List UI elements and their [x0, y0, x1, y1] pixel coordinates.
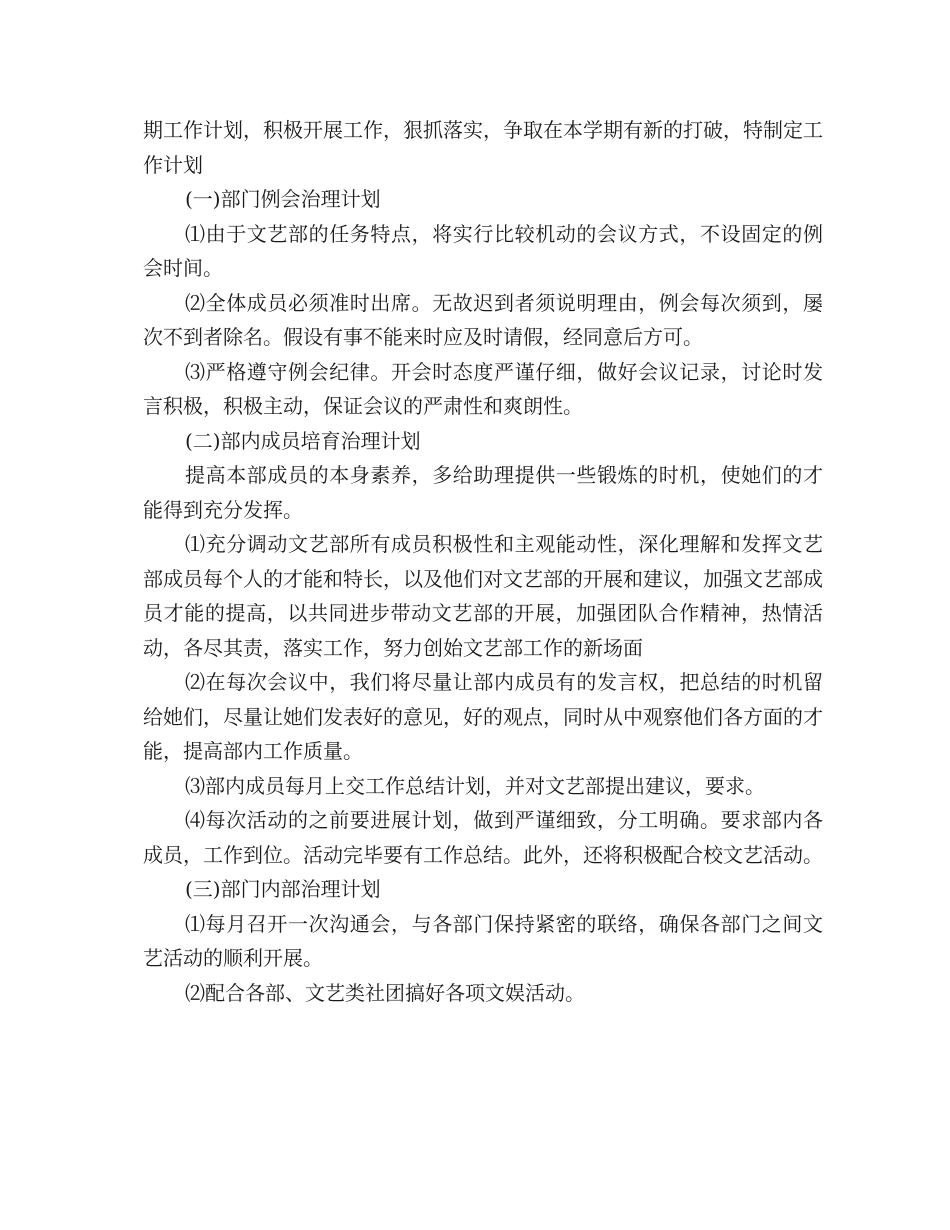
paragraph-3-1: ⑴每月召开一次沟通会，与各部门保持紧密的联络，确保各部门之间文艺活动的顺利开展。: [143, 911, 823, 970]
section-heading-2: (二)部内成员培育治理计划: [185, 428, 421, 453]
paragraph-2-4: ⑷每次活动的之前要进展计划，做到严谨细致，分工明确。要求部内各成员，工作到位。活动完毕要有工作总结。此外，还将积极配合校文艺活动。: [143, 808, 823, 867]
paragraph-2-3: ⑶部内成员每月上交工作总结计划，并对文艺部提出建议，要求。: [185, 773, 765, 798]
section-heading-3: (三)部门内部治理计划: [185, 877, 381, 901]
paragraph-2-1: ⑴充分调动文艺部所有成员积极性和主观能动性，深化理解和发挥文艺部成员每个人的才能和特长，以及他们对文艺部的开展和建议，加强文艺部成员才能的提高，以共同进步带动文艺部的开展，加强团队合作精神，热情活动，各尽其责，落实工作，努力创始文艺部工作的新场面: [143, 532, 823, 660]
paragraph-1-1: ⑴由于文艺部的任务特点，将实行比较机动的会议方式，不设固定的例会时间。: [143, 221, 823, 280]
paragraph-3-2: ⑵配合各部、文艺类社团搞好各项文娱活动。: [185, 980, 585, 1005]
document-body: [143, 113, 823, 1010]
paragraph-intro-continuation: 期工作计划，积极开展工作，狠抓落实，争取在本学期有新的打破，特制定工作计划: [143, 118, 823, 177]
paragraph-2-2: ⑵在每次会议中，我们将尽量让部内成员有的发言权，把总结的时机留给她们，尽量让她们发表好的意见，好的观点，同时从中观察他们各方面的才能，提高部内工作质量。: [143, 670, 823, 763]
section-heading-1: (一)部门例会治理计划: [185, 187, 381, 211]
paragraph-2-intro: 提高本部成员的本身素养，多给助理提供一些锻炼的时机，使她们的才能得到充分发挥。: [143, 463, 823, 522]
paragraph-1-2: ⑵全体成员必须准时出席。无故迟到者须说明理由，例会每次须到，屡次不到者除名。假设有事不能来时应及时请假，经同意后方可。: [143, 290, 823, 349]
paragraph-1-3: ⑶严格遵守例会纪律。开会时态度严谨仔细，做好会议记录，讨论时发言积极，积极主动，保证会议的严肃性和爽朗性。: [143, 359, 823, 418]
